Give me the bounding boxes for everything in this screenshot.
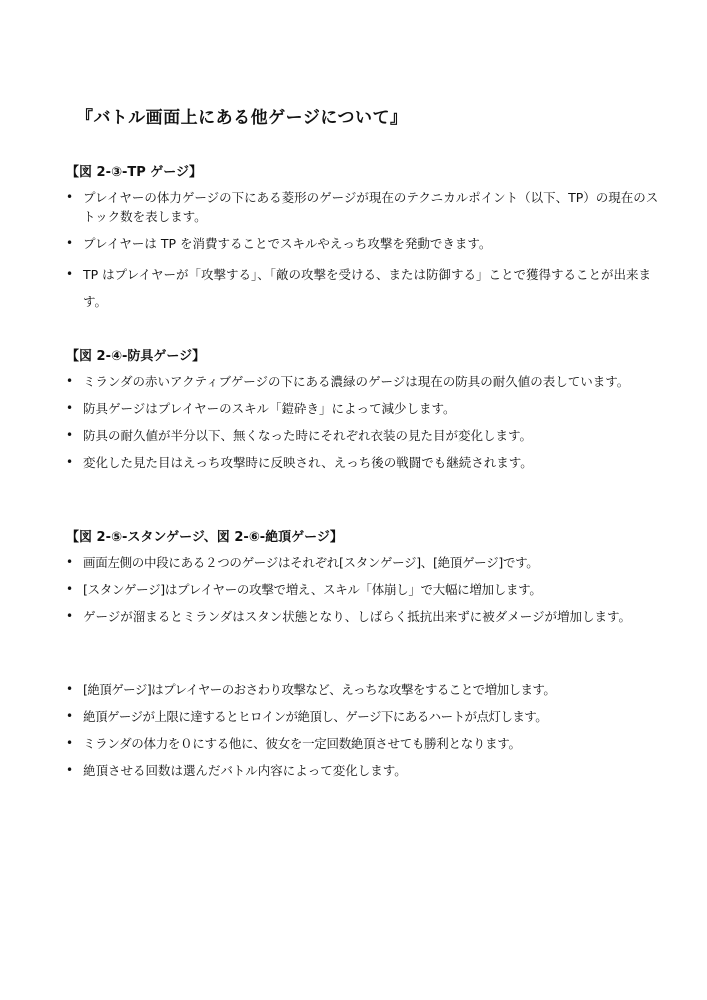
- bullet-list: [66, 188, 666, 315]
- section-stun-climax-gauge: [66, 526, 666, 634]
- bullet-list: [66, 680, 666, 780]
- section-heading: 【図 2-⑤-スタンゲージ、図 2-⑥-絶頂ゲージ】: [66, 530, 343, 545]
- list-item: • プレイヤーは TP を消費することでスキルやえっち攻撃を発動できます。: [66, 234, 666, 253]
- list-item: • ゲージが溜まるとミランダはスタン状態となり、しばらく抵抗出来ずに被ダメージが増加します。: [66, 607, 666, 626]
- list-item: • 絶頂させる回数は選んだバトル内容によって変化します。: [66, 761, 666, 780]
- list-item: • 変化した見た目はえっち攻撃時に反映され、えっち後の戦闘でも継続されます。: [66, 453, 666, 472]
- list-item: • 絶頂ゲージが上限に達するとヒロインが絶頂し、ゲージ下にあるハートが点灯します。: [66, 707, 666, 726]
- list-item: • [スタンゲージ]はプレイヤーの攻撃で増え、スキル「体崩し」で大幅に増加します。: [66, 580, 666, 599]
- section-armor-gauge: [66, 345, 666, 480]
- list-item: • 防具ゲージはプレイヤーのスキル「鎧砕き」によって減少します。: [66, 399, 666, 418]
- list-item: • TP はプレイヤーが「攻撃する」、「敵の攻撃を受ける、または防御する」ことで獲得することが出来ます。: [66, 261, 666, 315]
- list-item: • 防具の耐久値が半分以下、無くなった時にそれぞれ衣装の見た目が変化します。: [66, 426, 666, 445]
- list-item: • プレイヤーの体力ゲージの下にある菱形のゲージが現在のテクニカルポイント（以下、TP）の現在のストック数を表します。: [66, 188, 666, 226]
- section-climax-gauge-details: [66, 680, 666, 788]
- list-item: • ミランダの体力を０にする他に、彼女を一定回数絶頂させても勝利となります。: [66, 734, 666, 753]
- list-item: • [絶頂ゲージ]はプレイヤーのおさわり攻撃など、えっちな攻撃をすることで増加します。: [66, 680, 666, 699]
- bullet-list: [66, 372, 666, 472]
- document-title: 『バトル画面上にある他ゲージについて』: [76, 108, 408, 128]
- list-item: • 画面左側の中段にある２つのゲージはそれぞれ[スタンゲージ]、[絶頂ゲージ]です。: [66, 553, 666, 572]
- section-tp-gauge: [66, 161, 666, 323]
- section-heading: 【図 2-③-TP ゲージ】: [66, 165, 203, 180]
- bullet-list: [66, 553, 666, 626]
- list-item: • ミランダの赤いアクティブゲージの下にある濃緑のゲージは現在の防具の耐久値の表しています。: [66, 372, 666, 391]
- section-heading: 【図 2-④-防具ゲージ】: [66, 349, 206, 364]
